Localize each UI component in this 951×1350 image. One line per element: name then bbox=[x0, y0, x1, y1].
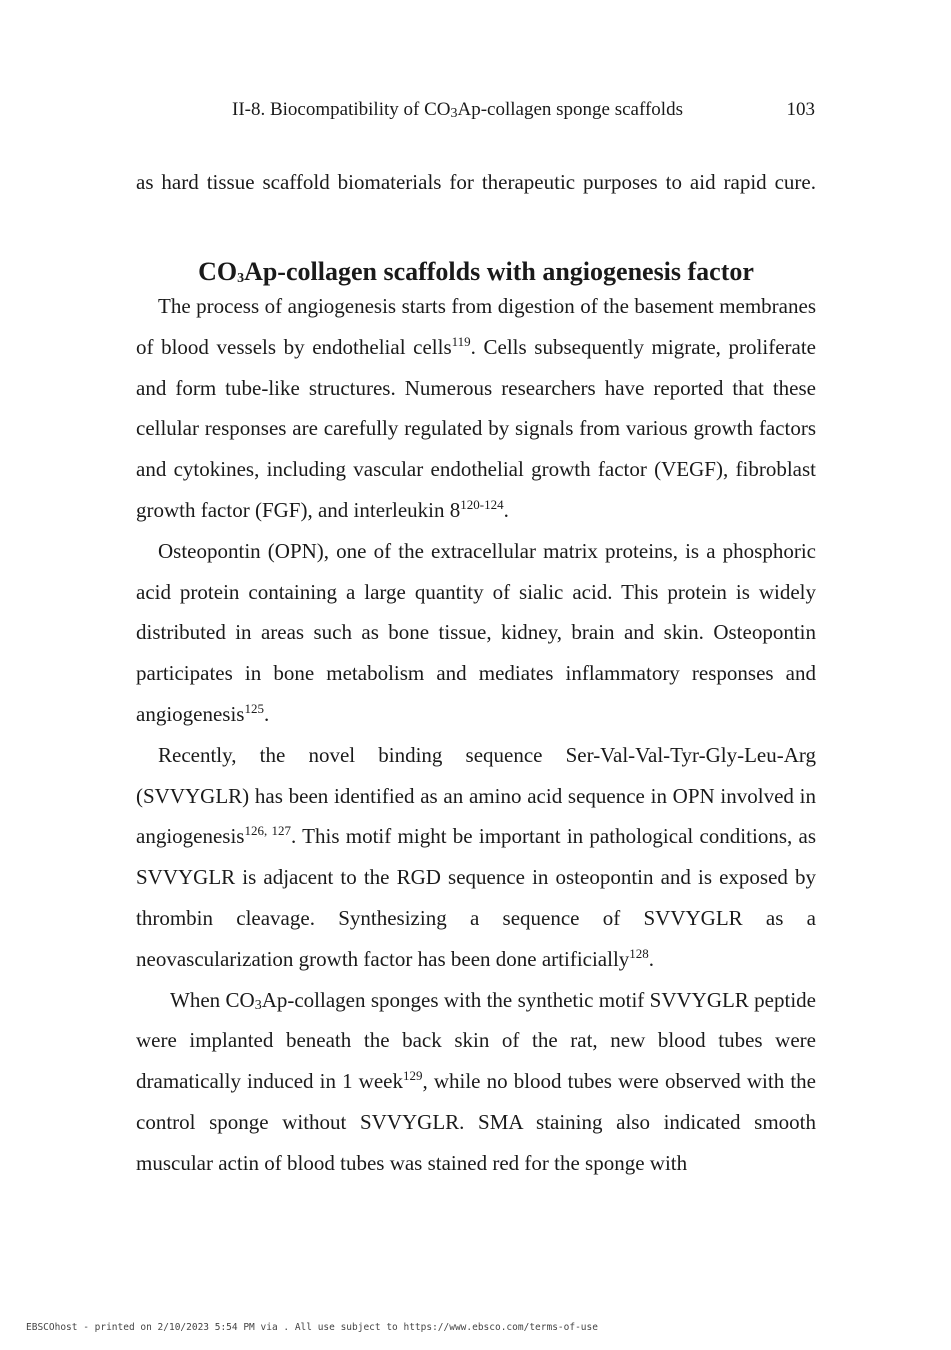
body-paragraphs bbox=[136, 286, 816, 1184]
chemical-subscript: 3 bbox=[254, 997, 262, 1013]
page-number: 103 bbox=[786, 99, 815, 120]
citation-superscript: 120-124 bbox=[460, 496, 504, 512]
section-title-start: CO bbox=[198, 256, 238, 286]
continuation-line: as hard tissue scaffold biomaterials for therapeutic purposes to aid rapid cure. bbox=[136, 170, 816, 194]
citation-superscript: 128 bbox=[629, 945, 649, 961]
paragraph-text: . This motif might be important in pathological conditions, as SVVYGLR is adjacent to the RGD sequence in osteopontin and is exposed by thrombin cleavage. Synthesizing a sequence of SVVYGLR as a neovascularization growth factor has been done artificially bbox=[136, 824, 817, 971]
paragraph-text: Osteopontin (OPN), one of the extracellular matrix proteins, is a phosphoric acid protein containing a large quantity of sialic acid. This protein is widely distributed in areas such as bone tissue, kidney, brain and skin. Osteopontin participates in bone metabolism and mediates inflammatory responses and angiogenesis bbox=[136, 538, 816, 726]
citation-superscript: 126, 127 bbox=[244, 823, 292, 839]
section-title bbox=[136, 255, 816, 289]
running-head-text-start: II-8. Biocompatibility of CO bbox=[232, 99, 451, 120]
citation-superscript: 129 bbox=[402, 1068, 423, 1084]
paragraph-text: . bbox=[503, 497, 509, 522]
paragraph-text: . Cells subsequently migrate, proliferate and form tube-like structures. Numerous researchers have reported that these cellular responses are carefully regulated by signals from various growth factors and cytokines, including vascular endothelial growth factor (VEGF), fibroblast growth factor (FGF), and interleukin 8 bbox=[136, 334, 816, 522]
section-title-subscript: 3 bbox=[237, 270, 245, 286]
running-head-text-end: Ap-collagen sponge scaffolds bbox=[457, 99, 683, 120]
paragraph-osteopontin bbox=[136, 531, 816, 735]
paragraph-sponge-implant bbox=[136, 980, 816, 1184]
paragraph-text: When CO bbox=[170, 987, 255, 1012]
paragraph-text: Ap-collagen sponges with the synthetic motif SVVYGLR peptide were implanted beneath the back skin of the rat, new blood tubes were dramatically induced in 1 week bbox=[136, 987, 816, 1094]
paragraph-text: , while no blood tubes were observed with the control sponge without SVVYGLR. SMA staining also indicated smooth muscular actin of blood tubes was stained red for the sponge with bbox=[136, 1069, 816, 1175]
running-head-subscript: 3 bbox=[450, 106, 458, 121]
citation-superscript: 125 bbox=[244, 700, 264, 716]
running-head bbox=[232, 98, 683, 122]
paragraph-text: . bbox=[648, 946, 655, 971]
paragraph-text: . bbox=[263, 701, 270, 726]
print-footer-notice: EBSCOhost - printed on 2/10/2023 5:54 PM via . All use subject to https://www.ebsco.com/terms-of-use bbox=[26, 1322, 598, 1333]
paragraph-text: The process of angiogenesis starts from digestion of the basement membranes of blood vessels by endothelial cells bbox=[136, 294, 816, 359]
paragraph-angiogenesis-process bbox=[136, 286, 816, 531]
section-title-end: Ap-collagen scaffolds with angiogenesis factor bbox=[244, 256, 754, 286]
citation-superscript: 119 bbox=[451, 333, 471, 349]
paragraph-svvyglr-sequence bbox=[136, 735, 816, 980]
paragraph-text: Recently, the novel binding sequence Ser-Val-Val-Tyr-Gly-Leu-Arg (SVVYGLR) has been identified as an amino acid sequence in OPN involved in angiogenesis bbox=[136, 742, 816, 849]
